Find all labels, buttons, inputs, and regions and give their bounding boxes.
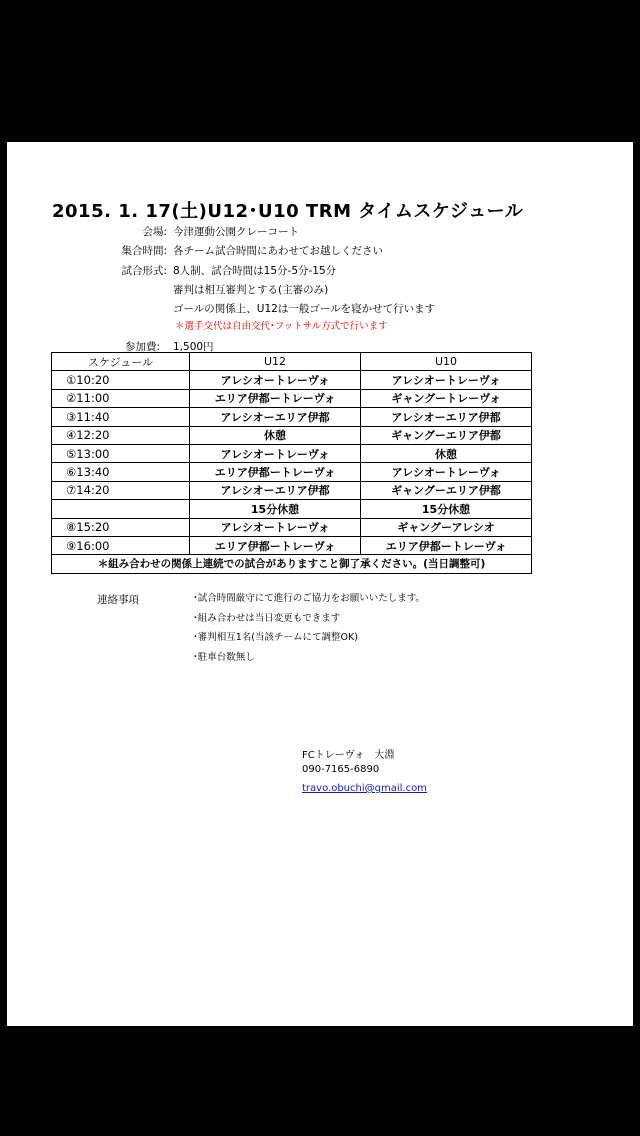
table-row [52,536,532,554]
meeting-time-value: 各チーム試合時間にあわせてお越しください [173,245,383,257]
row-u10-match: アレシオートレーヴォ [361,463,532,481]
note-item: ･組み合わせは当日変更もできます [193,613,341,624]
row-u10-match: ギャングートレーヴォ [361,389,532,407]
row-u12-match: エリア伊都ートレーヴォ [190,463,361,481]
header-u12: U12 [190,353,361,371]
row-time: ⑦14:20 [52,481,190,499]
note-item: ･駐車台数無し [193,652,255,663]
table-row [52,463,532,481]
table-footer-note: ＊組み合わせの関係上連続での試合がありますこと御了承ください。(当日調整可) [52,555,532,573]
table-header-row [52,353,532,371]
row-u12-match: アレシオートレーヴォ [190,371,361,389]
row-u10-match: アレシオートレーヴォ [361,371,532,389]
row-u12-match: エリア伊都ートレーヴォ [190,536,361,554]
note-item: ･試合時間厳守にて進行のご協力をお願いいたします。 [193,593,425,604]
row-time [52,500,190,518]
row-time: ①10:20 [52,371,190,389]
row-u12-match: アレシオートレーヴォ [190,444,361,462]
row-u12-match: アレシオートレーヴォ [190,518,361,536]
row-u10-match: 15分休憩 [361,500,532,518]
row-u10-match: 休憩 [361,444,532,462]
contact-phone: 090-7165-6890 [302,764,380,775]
row-u10-match: エリア伊都ートレーヴォ [361,536,532,554]
match-format-value: 8人制、試合時間は15分-5分-15分 [173,265,337,277]
contact-name: FCトレーヴォ 大淵 [302,750,395,761]
row-u10-match: アレシオーエリア伊都 [361,408,532,426]
table-row [52,500,532,518]
table-row [52,444,532,462]
row-u12-match: 休憩 [190,426,361,444]
venue-label: 会場: [142,226,167,238]
document-title: 2015. 1. 17(土)U12･U10 TRM タイムスケジュール [52,201,524,222]
row-time: ④12:20 [52,426,190,444]
row-time: ⑧15:20 [52,518,190,536]
venue-value: 今津運動公園クレーコート [173,226,299,238]
notes-label: 連絡事項 [97,594,139,606]
table-row [52,481,532,499]
table-row [52,408,532,426]
schedule-table [51,352,532,574]
table-row [52,371,532,389]
document-page [7,142,633,1026]
row-u10-match: ギャングーエリア伊都 [361,481,532,499]
table-row [52,389,532,407]
row-u10-match: ギャングーエリア伊都 [361,426,532,444]
note-item: ･審判相互1名(当該チームにて調整OK) [193,632,358,643]
row-u12-match: アレシオーエリア伊都 [190,408,361,426]
row-time: ②11:00 [52,389,190,407]
fee-value: 1,500円 [173,341,214,353]
table-footer-row [52,555,532,573]
contact-email-link[interactable]: travo.obuchi@gmail.com [302,783,427,794]
row-u12-match: アレシオーエリア伊都 [190,481,361,499]
rule-goal: ゴールの関係上、U12は一般ゴールを寝かせて行います [173,303,436,315]
row-u10-match: ギャングーアレシオ [361,518,532,536]
row-time: ③11:40 [52,408,190,426]
row-u12-match: エリア伊都ートレーヴォ [190,389,361,407]
row-time: ⑥13:40 [52,463,190,481]
meeting-time-label: 集合時間: [121,245,167,257]
header-schedule: スケジュール [52,353,190,371]
fee-label: 参加費: [125,341,161,353]
match-format-label: 試合形式: [121,265,167,277]
row-time: ⑨16:00 [52,536,190,554]
substitution-note: ＊選手交代は自由交代･フットサル方式で行います [175,321,388,332]
table-row [52,518,532,536]
table-row [52,426,532,444]
row-time: ⑤13:00 [52,444,190,462]
header-u10: U10 [361,353,532,371]
row-u12-match: 15分休憩 [190,500,361,518]
rule-referee: 審判は相互審判とする(主審のみ) [173,284,329,296]
